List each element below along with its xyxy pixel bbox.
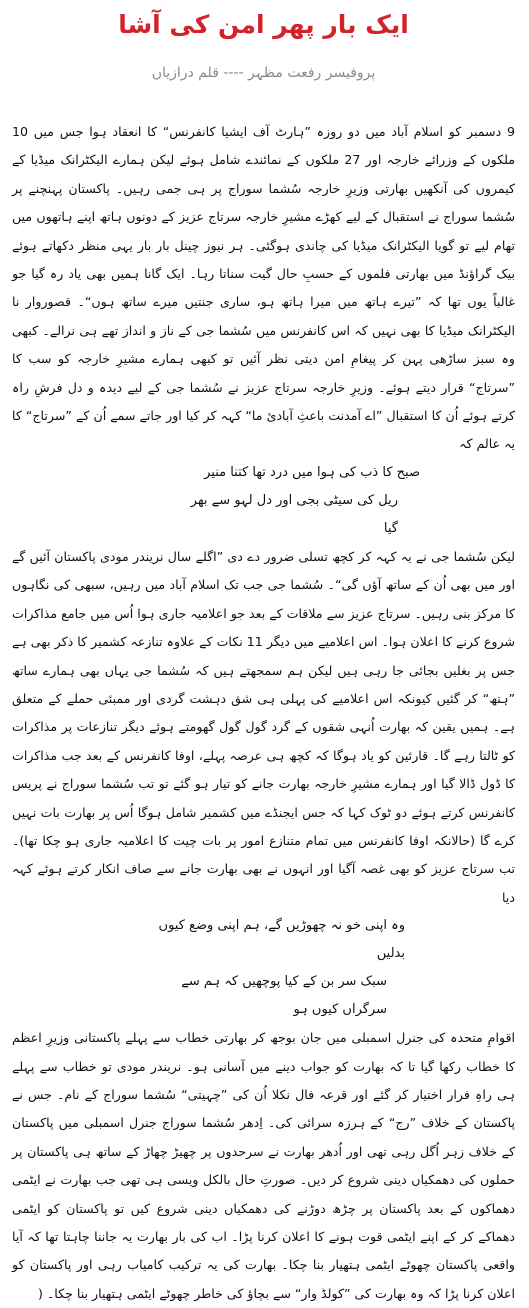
article-paragraph-1: 9 دسمبر کو اسلام آباد میں دو روزہ ”ہارٹ آف ایشیا کانفرنس“ کا انعقاد ہوا جس میں 10 ملکوں کے وزرائے خارجہ اور 27 ملکوں کے نمائندے شامل ہوئے لیکن ہمارے الیکٹرانک میڈیا کے کیمروں کی آنکھیں بھارتی وزیرِ خارجہ سُشما سوراج پر ہی جمی رہیں۔ پاکستان پہنچنے پر سُشما سوراج نے استقبال کے لیے کھڑے مشیرِ خارجہ سرتاج عزیز کے دونوں ہاتھ اپنے ہاتھوں میں تھام لیے تو گویا الیکٹرانک میڈیا کی چاندی ہوگئی۔ ہر نیوز چینل بار بار یہی منظر دکھاتے ہوئے بیک گراؤنڈ میں بھارتی فلموں کے حسبِ حال گیت سناتا رہا۔ ایک گانا ہمیں بھی یاد رہ گیا جو غالباً یوں تھا کہ ”تیرے ہاتھ میں میرا ہاتھ ہو، ساری جنتیں میرے ساتھ ہوں“۔ قصوروار نا الیکٹرانک میڈیا کا بھی نہیں کہ اس کانفرنس میں سُشما جی کے ناز و انداز تھے ہی نرالے۔ کبھی وہ سبز ساڑھی پہن کر پیغامِ امن دیتی نظر آئیں تو کبھی ہمارے مشیرِ خارجہ کو سب کا ”سرتاج“ قرار دیتے ہوئے۔ وزیرِ خارجہ سرتاج عزیز نے سُشما جی کے لیے دیدہ و دل فرشِ راہ کرتے ہوئے اُن کا استقبال ”اے آمدنت باعثِ آبادیٔ ما“ کہہ کر کیا اور جاتے سمے اُن کے ”سرتاج“ کا یہ عالم کہ bbox=[12, 124, 515, 452]
couplet-line-1: وہ اپنی خو نہ چھوڑیں گے، ہم اپنی وضع کیوں بدلیں bbox=[158, 918, 405, 962]
poetry-couplet-1 bbox=[175, 459, 420, 543]
article-byline: پروفیسر رفعت مظہر ---- قلم درازیاں bbox=[151, 65, 376, 81]
couplet-line-1: صبح کا ذب کی ہوا میں درد تھا کتنا منیر bbox=[204, 464, 420, 480]
poetry-couplet-2 bbox=[143, 912, 405, 1024]
article-paragraph-2: لیکن سُشما جی نے یہ کہہ کر کچھ تسلی ضرور دے دی ”اگلے سال نریندر مودی پاکستان آئیں گے اور میں بھی اُن کے ساتھ آؤں گی“۔ سُشما جی جب تک اسلام آباد میں رہیں، سبھی کی نگاہوں کا مرکز بنی رہیں۔ سرتاج عزیز سے ملاقات کے بعد جو اعلامیہ جاری ہوا اُس میں جامع مذاکرات شروع کرنے کا اعلان ہوا۔ اس اعلامیے میں دیگر 11 نکات کے علاوہ تنازعہ کشمیر کا ذکر بھی ہے جس پر بغلیں بجائی جا رہی ہیں لیکن ہم سمجھتے ہیں کہ سُشما جی یہاں بھی ہمارے ساتھ ”ہتھ“ کر گئیں کیونکہ اس اعلامیے کی پہلی ہی شق دہشت گردی اور ممبئی حملے کے متعلق ہے۔ ہمیں یقین کہ بھارت اُنہی شقوں کے گرد گول گول گھومتے ہوئے دیگر تنازعات پر مذاکرات کو ٹالتا رہے گا۔ قارئین کو یاد ہوگا کہ کچھ ہی عرصہ پہلے، اوفا کانفرنس کے بعد جب مذاکرات کا ڈول ڈالا گیا اور ہمارے مشیرِ خارجہ بھارت جانے کو تیار ہو گئے تو تب سُشما سوراج نے پریس کانفرنس کرتے ہوئے دو ٹوک کہا کہ جس ایجنڈے میں کشمیر شامل ہوگا اُس پر بھارت بات نہیں کرے گا (حالانکہ اوفا کانفرنس میں تمام متنازع امور پر بات چیت کا اعلامیہ جاری ہو چکا تھا)۔ تب سرتاج عزیز کو بھی غصہ آگیا اور انہوں نے بھی بھارت جانے سے صاف انکار کرتے ہوئے کہہ دیا bbox=[12, 548, 515, 905]
article-paragraph-3: اقوامِ متحدہ کی جنرل اسمبلی میں جان بوجھ کر بھارتی خطاب سے پہلے پاکستانی وزیرِ اعظم کا خطاب رکھا گیا تا کہ بھارت کو جواب دینے میں آسانی ہو۔ نریندر مودی تو خطاب سے پہلے ہی راہِ فرار اختیار کر گئے اور قرعہ فال نکلا اُن کی ”چہیتی“ سُشما سوراج کے نام۔ جس نے پاکستان کے خلاف ”رج“ کے ہرزہ سرائی کی۔ اِدھر سُشما سوراج جنرل اسمبلی میں پاکستان کے خلاف زہر اُگل رہی تھی اور اُدھر بھارت نے سرحدوں پر چھیڑ چھاڑ کے ساتھ ہی پاکستان پر حملوں کی دھمکیاں دینی شروع کر دیں۔ صورتِ حال بالکل ویسی ہی تھی جب بھارت نے ایٹمی دھماکوں کے بعد پاکستان پر چڑھ دوڑنے کی دھمکیاں دینی شروع کیں تو پاکستان کو ایٹمی دھماکے کر کے اپنے ایٹمی قوت ہونے کا اعلان کرنا پڑا۔ اب کی بار بھارت یہ جاننا چاہتا تھا کہ آیا واقعی پاکستان چھوٹے ایٹمی ہتھیار بنا چکا۔ بھارت کی یہ ترکیب کامیاب رہی اور پاکستان کو اعلان کرنا پڑا کہ وہ بھارت کی ”کولڈ وار“ سے بچاؤ کی خاطر چھوٹے ایٹمی ہتھیار بنا چکا۔ ( bbox=[12, 1030, 515, 1301]
couplet-line-2: سبک سر بن کے کیا پوچھیں کہ ہم سے سرگراں کیوں ہو bbox=[181, 974, 387, 1018]
article-title: ایک بار پھر امن کی آشا bbox=[118, 10, 409, 39]
couplet-line-2: ریل کی سیٹی بجی اور دل لہو سے بھر گیا bbox=[190, 492, 398, 536]
